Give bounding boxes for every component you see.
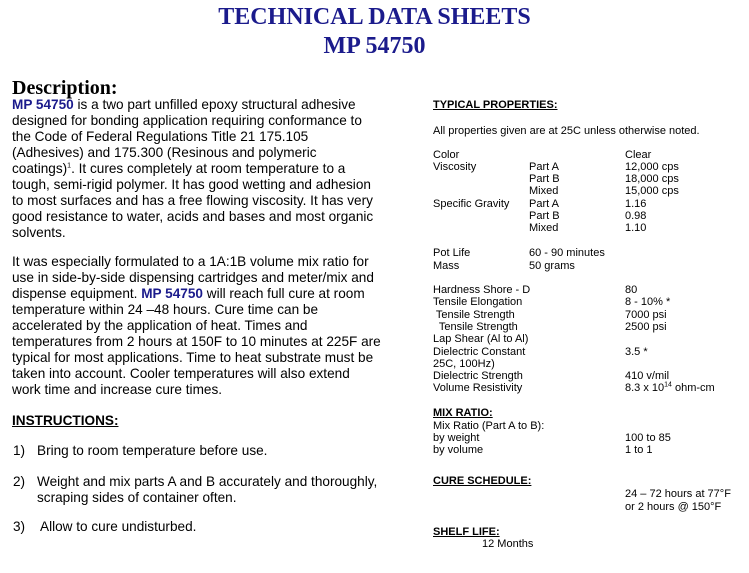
by-volume-value: 1 to 1 xyxy=(625,444,653,456)
mech-label: Lap Shear (Al to Al) xyxy=(433,333,529,345)
mass-value: 50 grams xyxy=(529,260,575,272)
property-value: Clear xyxy=(625,149,652,161)
mech-value: 3.5 * xyxy=(625,346,648,358)
mix-ratio-subtitle: Mix Ratio (Part A to B): xyxy=(433,420,545,432)
page-title: TECHNICAL DATA SHEETS xyxy=(218,4,531,30)
by-volume-label: by volume xyxy=(433,444,484,456)
description-paragraph-2 xyxy=(12,254,382,398)
typical-properties-heading: TYPICAL PROPERTIES: xyxy=(433,99,558,111)
product-name: MP 54750 xyxy=(141,286,203,301)
property-part: Part B xyxy=(529,210,560,222)
by-weight-label: by weight xyxy=(433,432,480,444)
volume-resistivity-value xyxy=(625,382,715,394)
step-number: 2) xyxy=(13,474,26,489)
description-text: . It cures completely at room temperature to a tough, semi-rigid polymer. It has good wetting and adhesion to most surfaces and has a free flowing viscosity. It has very good resistance to water, acids and bases and most organic solvents. xyxy=(12,161,374,240)
resistivity-unit: ohm-cm xyxy=(671,382,715,394)
by-weight-value: 100 to 85 xyxy=(625,432,671,444)
step-number: 3) xyxy=(13,519,26,534)
cure-line-1: 24 – 72 hours at 77°F xyxy=(625,488,731,500)
properties-note: All properties given are at 25C unless otherwise noted. xyxy=(433,125,700,137)
shelf-life-heading: SHELF LIFE: xyxy=(433,526,500,538)
step-text: Allow to cure undisturbed. xyxy=(40,519,197,534)
mech-label: Dielectric Strength xyxy=(433,370,523,382)
property-part: Part A xyxy=(529,198,559,210)
shelf-life-value: 12 Months xyxy=(482,538,534,550)
resistivity-exponent: 14 xyxy=(664,381,672,389)
property-part: Part B xyxy=(529,173,560,185)
volume-resistivity-label: Volume Resistivity xyxy=(433,382,523,394)
product-title: MP 54750 xyxy=(323,33,426,59)
property-part: Part A xyxy=(529,161,559,173)
property-value: 12,000 cps xyxy=(625,161,679,173)
description-heading: Description: xyxy=(12,77,118,99)
mass-label: Mass xyxy=(433,260,460,272)
property-part: Mixed xyxy=(529,185,559,197)
product-name: MP 54750 xyxy=(12,97,74,112)
property-label: Specific Gravity xyxy=(433,198,510,210)
instruction-step xyxy=(13,519,373,535)
mech-label: Tensile Strength xyxy=(433,321,518,333)
property-value: 0.98 xyxy=(625,210,647,222)
mech-value: 80 xyxy=(625,284,638,296)
cure-schedule-heading: CURE SCHEDULE: xyxy=(433,475,532,487)
instruction-step xyxy=(13,474,385,506)
mech-label: Dielectric Constant xyxy=(433,346,526,358)
mech-label: Tensile Strength xyxy=(433,309,515,321)
property-value: 1.16 xyxy=(625,198,647,210)
mix-ratio-heading: MIX RATIO: xyxy=(433,407,493,419)
cure-line-2: or 2 hours @ 150°F xyxy=(625,501,722,513)
step-text: Bring to room temperature before use. xyxy=(37,443,268,458)
mech-label: Hardness Shore - D xyxy=(433,284,531,296)
footnote-marker: 1 xyxy=(67,162,72,170)
mech-value: 8 - 10% * xyxy=(625,296,671,308)
property-label: Viscosity xyxy=(433,161,477,173)
mech-label: 25C, 100Hz) xyxy=(433,358,495,370)
description-text: will reach full cure at room temperature within 24 –48 hours. Cure time can be accelerated by the application of heat. Times and temperatures from 2 hours at 150F to 10 minutes at 225F are typical for most applications. Time to heat substrate must be taken into account. Cooler temperatures will also extend work time and increase cure times. xyxy=(12,286,381,397)
property-part: Mixed xyxy=(529,222,559,234)
pot-life-label: Pot Life xyxy=(433,247,471,259)
mech-label: Tensile Elongation xyxy=(433,296,523,308)
property-value: 15,000 cps xyxy=(625,185,679,197)
description-paragraph-1 xyxy=(12,97,382,241)
property-value: 1.10 xyxy=(625,222,647,234)
step-number: 1) xyxy=(13,443,26,458)
description-text: is a two part unfilled epoxy structural adhesive designed for bonding application requiring conformance to the Code of Federal Regulations Title 21 175.105 (Adhesives) and 175.300 (Resinous and polymeric coatings) xyxy=(12,97,362,176)
property-label: Color xyxy=(433,149,460,161)
pot-life-value: 60 - 90 minutes xyxy=(529,247,605,259)
resistivity-base: 8.3 x 10 xyxy=(625,382,665,394)
mech-value: 2500 psi xyxy=(625,321,667,333)
instruction-step xyxy=(13,443,373,459)
step-text: Weight and mix parts A and B accurately and thoroughly, scraping sides of container often. xyxy=(37,474,378,505)
property-value: 18,000 cps xyxy=(625,173,679,185)
mech-value: 7000 psi xyxy=(625,309,667,321)
mech-value: 410 v/mil xyxy=(625,370,670,382)
instructions-heading: INSTRUCTIONS: xyxy=(12,413,119,428)
description-text: It was especially formulated to a 1A:1B volume mix ratio for use in side-by-side dispensing cartridges and meter/mix and dispense equipment. xyxy=(12,254,374,301)
